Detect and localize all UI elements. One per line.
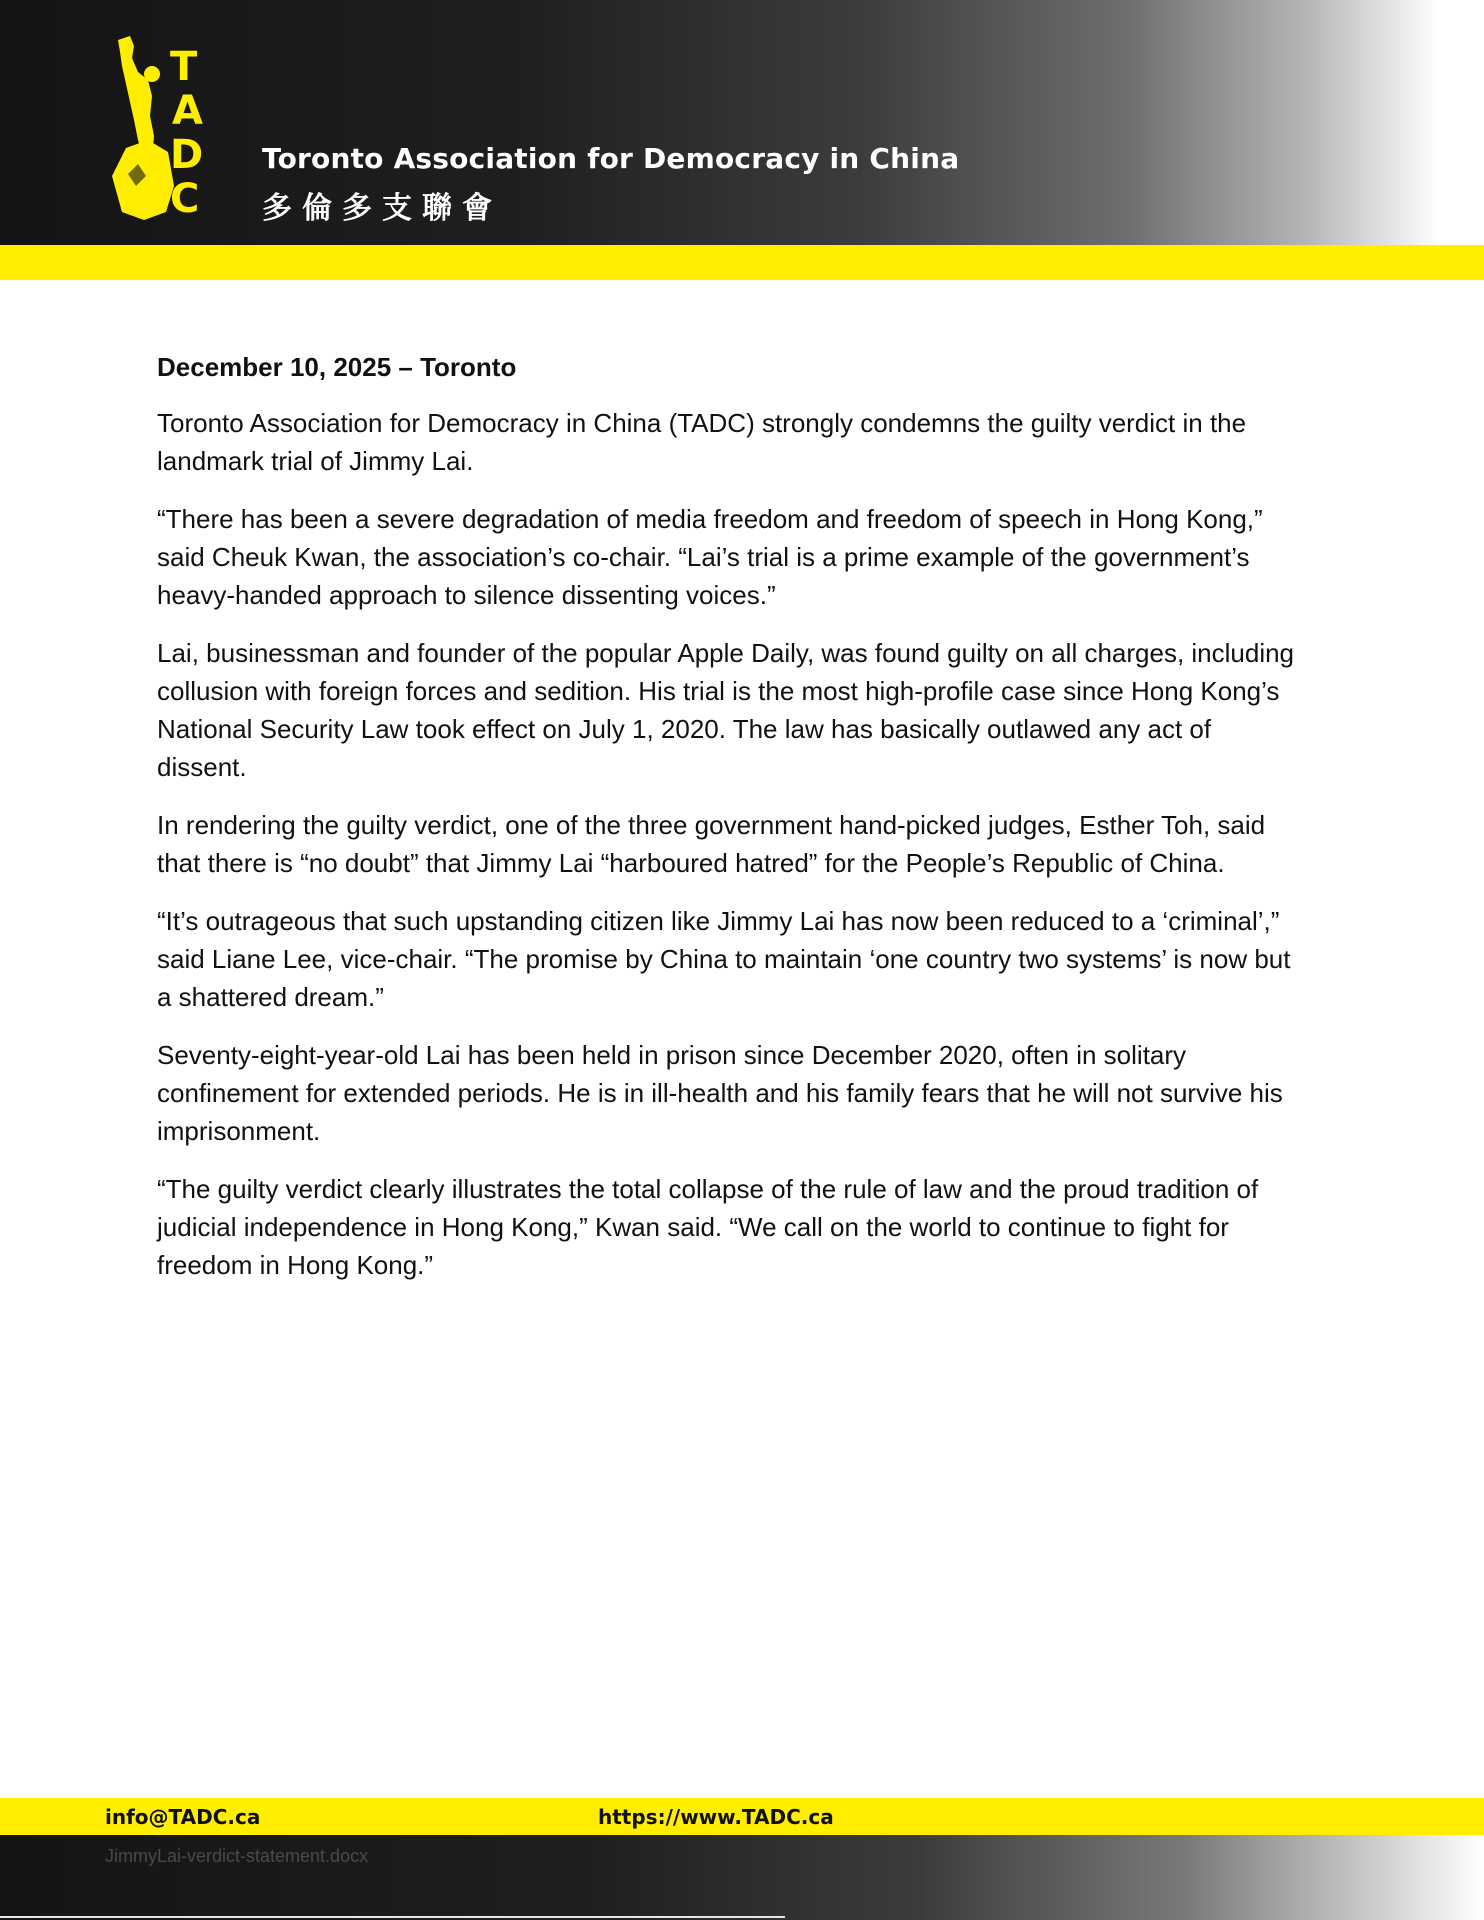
statement-body (157, 348, 1307, 1304)
header-yellow-stripe (0, 245, 1484, 280)
paragraph: “There has been a severe degradation of media freedom and freedom of speech in Hong Kong,” said Cheuk Kwan, the association’s co-chair. “Lai’s trial is a prime example of the government’s heavy-handed approach to silence dissenting voices.” (157, 504, 1263, 610)
paragraph: In rendering the guilty verdict, one of the three government hand-picked judges, Esther Toh, said that there is “no doubt” that Jimmy Lai “harboured hatred” for the People’s Republic of China. (157, 810, 1266, 878)
organization-name-chinese: 多倫多支聯會 (262, 191, 502, 226)
footer-email-link[interactable]: info@TADC.ca (105, 1805, 261, 1829)
logo-statue-figure (118, 36, 154, 160)
logo-letter-t: T (170, 44, 198, 90)
paragraph: “It’s outrageous that such upstanding citizen like Jimmy Lai has now been reduced to a ‘criminal’,” said Liane Lee, vice-chair. “The promise by China to maintain ‘one country two systems’ is now but a shattered dream.” (157, 906, 1291, 1012)
dateline: December 10, 2025 – Toronto (157, 352, 517, 382)
paragraph: Toronto Association for Democracy in China (TADC) strongly condemns the guilty verdict in the landmark trial of Jimmy Lai. (157, 408, 1247, 476)
letterhead-header (0, 0, 1484, 245)
footer-divider (0, 1916, 785, 1918)
organization-name: Toronto Association for Democracy in China (262, 142, 960, 175)
logo-letter-c: C (170, 176, 200, 222)
logo-letter-d: D (170, 132, 204, 178)
paragraph: Seventy-eight-year-old Lai has been held in prison since December 2020, often in solitary confinement for extended periods. He is in ill-health and his family fears that he will not survive his imprisonment. (157, 1040, 1283, 1146)
footer-website-link[interactable]: https://www.TADC.ca (598, 1805, 834, 1829)
tadc-logo (108, 36, 238, 224)
paragraph: Lai, businessman and founder of the popular Apple Daily, was found guilty on all charges, including collusion with foreign forces and sedition. His trial is the most high-profile case since Hong Kong’s National Security Law took effect on July 1, 2020. The law has basically outlawed any act of dissent. (157, 638, 1295, 782)
paragraph: “The guilty verdict clearly illustrates the total collapse of the rule of law and the proud tradition of judicial independence in Hong Kong,” Kwan said. “We call on the world to continue to fight for freedom in Hong Kong.” (157, 1174, 1259, 1280)
document-filename: JimmyLai-verdict-statement.docx (105, 1846, 369, 1866)
logo-letter-a: A (172, 88, 203, 134)
